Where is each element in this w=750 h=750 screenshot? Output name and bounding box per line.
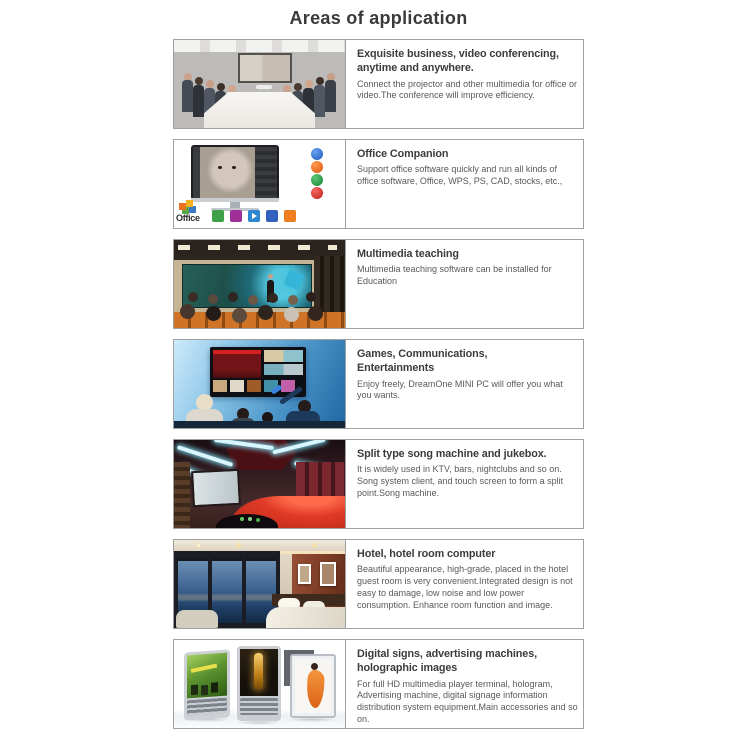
ceiling-lights [174, 40, 345, 52]
row-text [346, 640, 583, 728]
wood-wall-panel [174, 462, 190, 528]
people-bodies-left [182, 80, 193, 112]
kiosk-poster-gold [240, 649, 278, 696]
students-front-row [180, 304, 195, 319]
ktv-room-photo [174, 440, 346, 528]
kiosk-middle [237, 646, 281, 721]
ceiling-lights [178, 245, 337, 250]
orange-chairs [174, 312, 345, 328]
picture-frame [298, 564, 311, 584]
tv-thumbnail-top [264, 350, 303, 362]
row-title: Digital signs, advertising machines, holographic images [357, 648, 538, 675]
family-tv-entertainment-photo [174, 340, 346, 428]
office-software-monitor-photo [174, 140, 346, 228]
photoshop-toolbar [193, 147, 200, 198]
tv-main-panel [213, 350, 261, 378]
row-text [346, 440, 583, 528]
projection-screen [191, 469, 241, 507]
conference-table [204, 92, 315, 128]
people-bodies-right [325, 80, 336, 112]
photoshop-panels [255, 147, 277, 198]
tv-thumbnail-row [213, 380, 227, 392]
tv-thumbnail-mid [264, 364, 303, 375]
blue-ball-icon [311, 148, 323, 160]
office-logo-icon [179, 203, 186, 210]
downlight [196, 543, 201, 548]
cove-light [280, 551, 345, 554]
kiosk-right [290, 654, 336, 718]
orange-dress [306, 670, 325, 709]
portrait-image [200, 147, 255, 198]
picture-frame [320, 562, 336, 586]
classroom-teaching-photo [174, 240, 346, 328]
areas-of-application-section [173, 0, 584, 729]
app-icon-play [248, 210, 260, 222]
chaise-lounge [176, 610, 218, 628]
row-description: Enjoy freely, DreamOne MINI PC will offer you what you wants. [357, 378, 563, 401]
office-logo-text: Office [176, 213, 200, 223]
green-ball-icon [311, 174, 323, 186]
kiosk-base [240, 698, 278, 715]
golden-figure [254, 653, 263, 689]
bed [266, 607, 345, 628]
application-row [173, 339, 584, 429]
app-icon-blue [266, 210, 278, 222]
row-title: Split type song machine and jukebox. [357, 448, 547, 460]
kiosk-poster-green [187, 653, 227, 699]
kiosk-left [184, 649, 230, 720]
row-description: It is widely used in KTV, bars, nightclubs and so on. Song system client, and touch screen to form a split point.Song machine. [357, 464, 564, 499]
students-back-row [188, 292, 198, 302]
row-description: Beautiful appearance, high-grade, placed in the hotel guest room is very convenient.Integrated design is not easy to damage, low noise and low power consumption. Enhance room function and image. [357, 564, 573, 611]
application-row [173, 239, 584, 329]
application-row [173, 39, 584, 129]
row-text [346, 340, 583, 428]
poster-title-strip [191, 664, 217, 673]
app-icon-purple [230, 210, 242, 222]
application-row [173, 439, 584, 529]
bottles [240, 517, 244, 521]
row-title: Office Companion [357, 148, 449, 160]
teacher-figure [267, 280, 274, 302]
video-conference-photo [174, 40, 346, 128]
soundbar [256, 85, 272, 89]
page-title: Areas of application [289, 8, 468, 28]
kiosk-base [187, 698, 227, 716]
row-description: Multimedia teaching software can be installed for Education [357, 264, 552, 287]
poster-figures [191, 685, 198, 695]
row-description: Support office software quickly and run all kinds of office software, Office, WPS, PS, CAD, stocks, etc., [357, 164, 563, 187]
app-icon-green [212, 210, 224, 222]
application-row [173, 139, 584, 229]
row-text [346, 240, 583, 328]
app-icon-orange [284, 210, 296, 222]
application-row [173, 539, 584, 629]
row-title: Hotel, hotel room computer [357, 548, 496, 560]
row-text [346, 140, 583, 228]
row-description: For full HD multimedia player terminal, hologram, Advertising machine, digital signage information distribution system equipment.Main accessories and so on. [357, 678, 578, 725]
sofa [174, 421, 345, 428]
row-text [346, 40, 583, 128]
red-ball-icon [311, 187, 323, 199]
application-row [173, 639, 584, 729]
row-title: Games, Communications, Entertainments [357, 348, 488, 375]
row-title: Multimedia teaching [357, 248, 459, 260]
red-curtain-panels [296, 462, 345, 500]
digital-signage-kiosks-photo [174, 640, 346, 728]
wall-display-screen [238, 53, 292, 83]
portrait-eyes [218, 166, 222, 169]
row-text [346, 540, 583, 628]
row-description: Connect the projector and other multimedia for office or video.The conference will improve efficiency. [357, 78, 577, 101]
hotel-room-photo [174, 540, 346, 628]
kiosk-poster-white [295, 659, 331, 713]
orange-ball-icon [311, 161, 323, 173]
row-title: Exquisite business, video conferencing, anytime and anywhere. [357, 48, 559, 75]
